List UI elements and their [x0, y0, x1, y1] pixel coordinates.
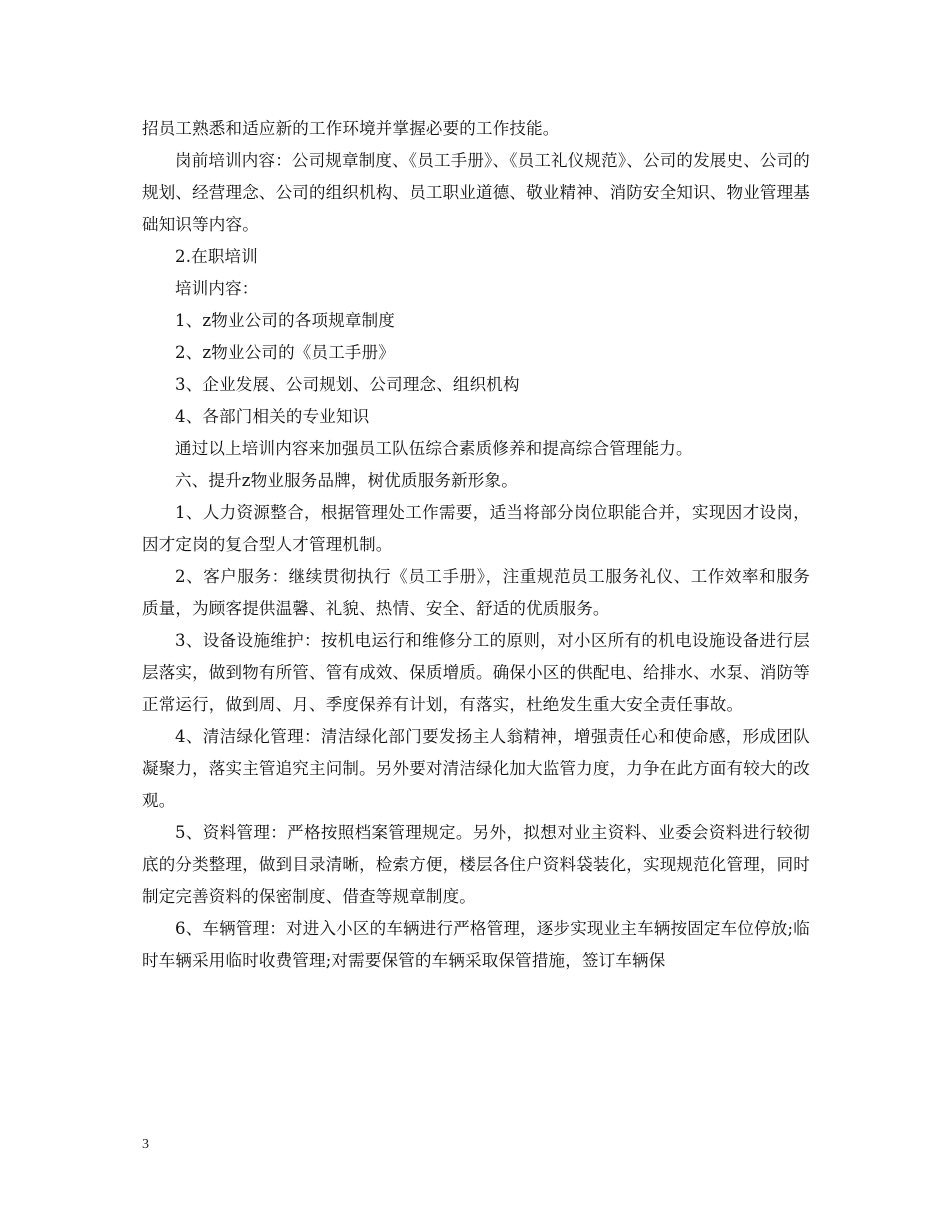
section-heading: 六、提升z物业服务品牌，树优质服务新形象。	[175, 471, 518, 490]
list-item: 4、清洁绿化管理：清洁绿化部门要发扬主人翁精神，增强责任心和使命感，形成团队凝聚力，落实主管追究主问制。另外要对清洁绿化加大监管力度，力争在此方面有较大的改观。	[142, 727, 810, 810]
list-item: 3、设备设施维护：按机电运行和维修分工的原则，对小区所有的机电设施设备进行层层落实，做到物有所管、管有成效、保质增质。确保小区的供配电、给排水、水泵、消防等正常运行，做到周、月、季度保养有计划，有落实，杜绝发生重大安全责任事故。	[142, 631, 810, 714]
list-item: 5、资料管理：严格按照档案管理规定。另外，拟想对业主资料、业委会资料进行较彻底的分类整理，做到目录清晰，检索方便，楼层各住户资料袋装化，实现规范化管理，同时制定完善资料的保密制度、借查等规章制度。	[142, 823, 810, 906]
list-item: 4、各部门相关的专业知识	[175, 407, 370, 426]
list-item: 6、车辆管理：对进入小区的车辆进行严格管理，逐步实现业主车辆按固定车位停放;临时车辆采用临时收费管理;对需要保管的车辆采取保管措施，签订车辆保	[142, 919, 810, 970]
list-item: 2、客户服务：继续贯彻执行《员工手册》，注重规范员工服务礼仪、工作效率和服务质量，为顾客提供温馨、礼貌、热情、安全、舒适的优质服务。	[142, 567, 810, 618]
paragraph: 通过以上培训内容来加强员工队伍综合素质修养和提高综合管理能力。	[175, 439, 693, 458]
list-item: 3、企业发展、公司规划、公司理念、组织机构	[175, 375, 520, 394]
list-item: 2、z物业公司的《员工手册》	[175, 343, 395, 362]
paragraph: 岗前培训内容：公司规章制度、《员工手册》、《员工礼仪规范》、公司的发展史、公司的规划、经营理念、公司的组织机构、员工职业道德、敬业精神、消防安全知识、物业管理基础知识等内容。	[142, 151, 810, 234]
page-number: 3	[142, 1137, 149, 1152]
document-body	[142, 113, 810, 977]
list-item: 1、人力资源整合，根据管理处工作需要，适当将部分岗位职能合并，实现因才设岗，因才定岗的复合型人才管理机制。	[142, 503, 810, 554]
paragraph: 培训内容：	[175, 279, 259, 298]
section-heading: 2.在职培训	[175, 247, 258, 266]
paragraph: 招员工熟悉和适应新的工作环境并掌握必要的工作技能。	[142, 119, 560, 138]
list-item: 1、z物业公司的各项规章制度	[175, 311, 395, 330]
